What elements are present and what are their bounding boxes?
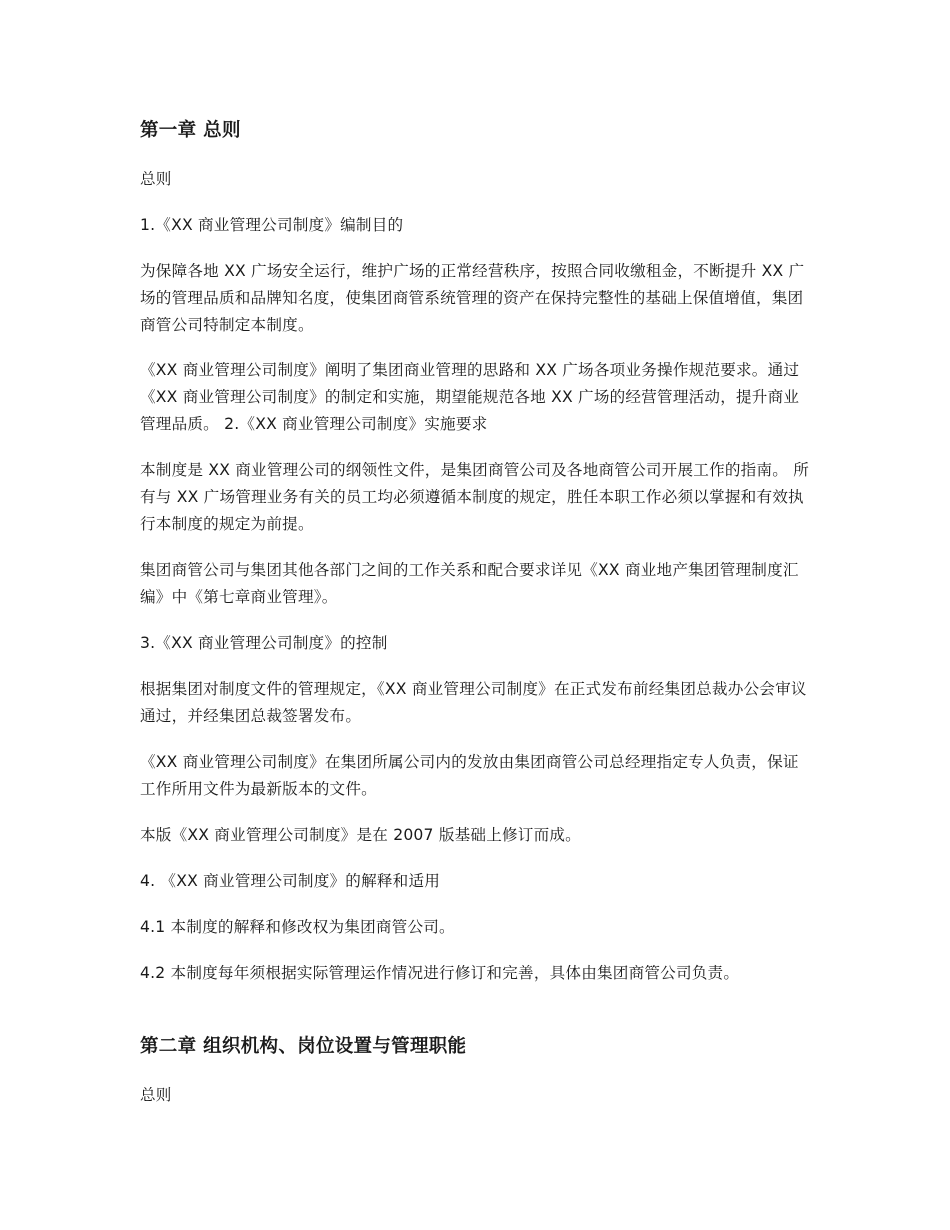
paragraph-scope: 《XX 商业管理公司制度》阐明了集团商业管理的思路和 XX 广场各项业务操作规范要求。通过《XX 商业管理公司制度》的制定和实施，期望能规范各地 XX 广场的经营管理活动，提升商业管理品质。 2.《XX 商业管理公司制度》实施要求 [140, 361, 800, 433]
section-3-title: 3.《XX 商业管理公司制度》的控制 [140, 634, 388, 652]
paragraph-distribution: 《XX 商业管理公司制度》在集团所属公司内的发放由集团商管公司总经理指定专人负责，保证工作所用文件为最新版本的文件。 [140, 753, 799, 798]
item-4-2: 4.2 本制度每年须根据实际管理运作情况进行修订和完善，具体由集团商管公司负责。 [140, 964, 740, 982]
paragraph-requirements: 本制度是 XX 商业管理公司的纲领性文件，是集团商管公司及各地商管公司开展工作的指南。 所有与 XX 广场管理业务有关的员工均必须遵循本制度的规定，胜任本职工作必须以掌握和有效执行本制度的规定为前提。 [140, 461, 809, 533]
paragraph-control: 根据集团对制度文件的管理规定，《XX 商业管理公司制度》在正式发布前经集团总裁办公会审议通过，并经集团总裁签署发布。 [140, 680, 807, 725]
item-4-1: 4.1 本制度的解释和修改权为集团商管公司。 [140, 918, 455, 936]
section-4-title: 4. 《XX 商业管理公司制度》的解释和适用 [140, 872, 441, 890]
chapter-2-subheading: 总则 [140, 1086, 172, 1104]
chapter-1-subheading: 总则 [140, 170, 172, 188]
chapter-2-heading: 第二章 组织机构、岗位设置与管理职能 [140, 1036, 467, 1057]
paragraph-relations: 集团商管公司与集团其他各部门之间的工作关系和配合要求详见《XX 商业地产集团管理制度汇编》中《第七章商业管理》。 [140, 561, 799, 606]
paragraph-revision: 本版《XX 商业管理公司制度》是在 2007 版基础上修订而成。 [140, 826, 581, 844]
paragraph-purpose: 为保障各地 XX 广场安全运行，维护广场的正常经营秩序，按照合同收缴租金，不断提升 XX 广场的管理品质和品牌知名度，使集团商管系统管理的资产在保持完整性的基础上保值增值，集团商管公司特制定本制度。 [140, 262, 805, 334]
section-1-title: 1.《XX 商业管理公司制度》编制目的 [140, 216, 404, 234]
chapter-1-heading: 第一章 总则 [140, 120, 241, 141]
